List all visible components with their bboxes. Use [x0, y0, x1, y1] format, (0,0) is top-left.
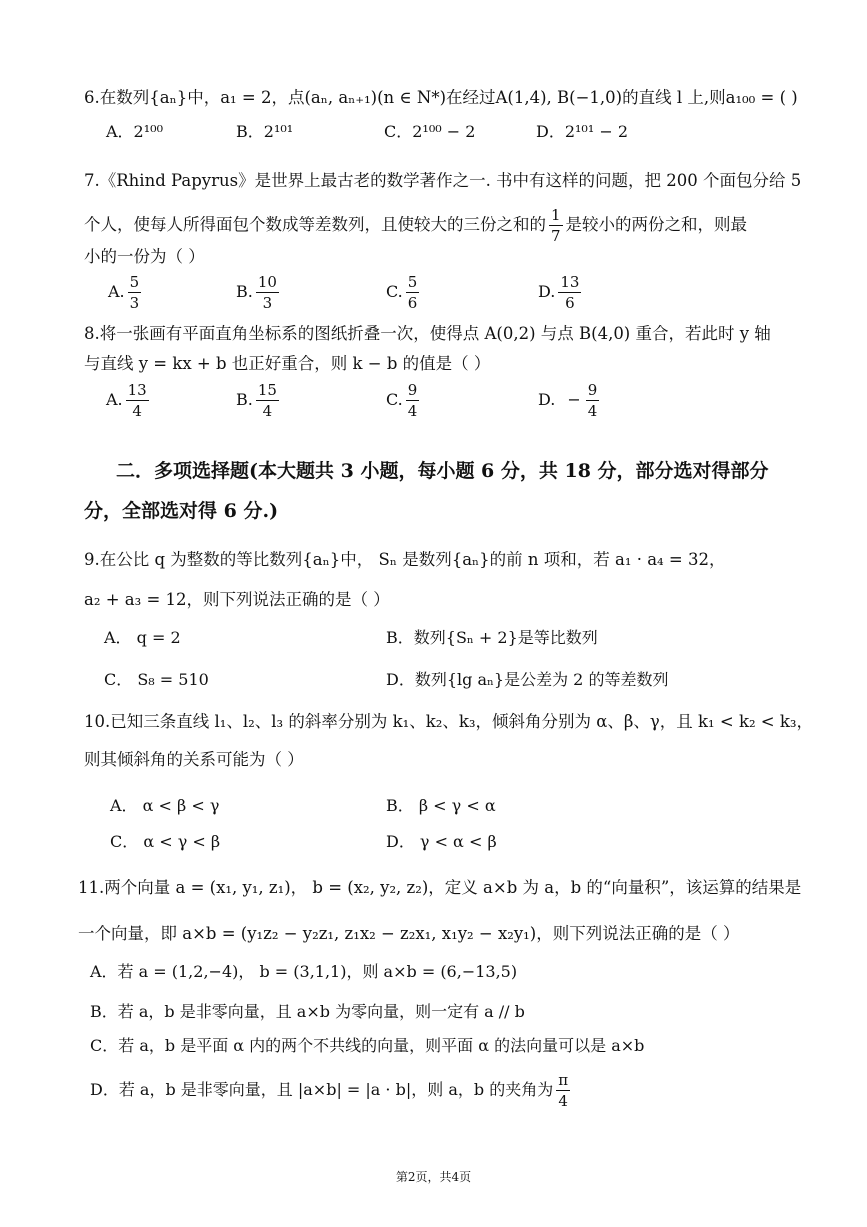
q6-option-d: D．2¹⁰¹ − 2	[536, 122, 629, 141]
q10-option-b: B． β < γ < α	[386, 796, 496, 815]
q7-line1: 7.《Rhind Papyrus》是世界上最古老的数学著作之一. 书中有这样的问题，把 200 个面包分给 5	[84, 171, 802, 190]
q8-option-d: D. − $\frac{9}{4}$	[538, 381, 598, 420]
q11-line2: 一个向量，即 a×b = (y₁z₂ − y₂z₁, z₁x₂ − z₂x₁, x₁y₂ − x₂y₁)，则下列说法正确的是（ ）	[78, 924, 740, 943]
section-2-heading-line2: 分，全部选对得 6 分.)	[84, 500, 279, 522]
q9-line1: 9.在公比 q 为整数的等比数列{aₙ}中， Sₙ 是数列{aₙ}的前 n 项和，若 a₁ · a₄ = 32，	[84, 550, 726, 569]
q7-option-b: B. $\frac{10}{3}$	[236, 273, 277, 312]
section-2-heading-line1: 二．多项选择题(本大题共 3 小题，每小题 6 分，共 18 分，部分选对得部分	[116, 460, 769, 482]
q9-line2: a₂ + a₃ = 12，则下列说法正确的是（ ）	[84, 590, 390, 609]
page-footer: 第2页，共4页	[395, 1170, 472, 1184]
q7-option-a: A. $\frac{5}{3}$	[108, 273, 140, 312]
q11-option-b: B．若 a，b 是非零向量，且 a×b 为零向量，则一定有 a // b	[90, 1002, 525, 1021]
q6-option-a: A．2¹⁰⁰	[106, 122, 163, 141]
q9-option-a: A． q = 2	[104, 628, 181, 647]
q11-option-d: D．若 a，b 是非零向量，且 |a×b| = |a · b|，则 a，b 的夹角为 $\frac{\pi}{4}$	[90, 1071, 569, 1110]
q8-option-a: A. $\frac{13}{4}$	[106, 381, 147, 420]
q10-option-d: D． γ < α < β	[386, 832, 497, 851]
q7-fraction: $\frac{1}{7}$	[551, 206, 561, 245]
q8-line1: 8.将一张画有平面直角坐标系的图纸折叠一次，使得点 A(0,2) 与点 B(4,0) 重合，若此时 y 轴	[84, 324, 771, 343]
q7-option-d: D. $\frac{13}{6}$	[538, 273, 580, 312]
q8-line2: 与直线 y = kx + b 也正好重合，则 k − b 的值是（ ）	[84, 354, 491, 373]
q7-line2: 个人，使每人所得面包个数成等差数列，且使较大的三份之和的 $\frac{1}{7}$ 是较小的两份之和，则最	[84, 206, 748, 245]
q9-option-c: C． S₈ = 510	[104, 670, 209, 689]
q9-option-d: D．数列{lg aₙ}是公差为 2 的等差数列	[386, 670, 669, 689]
q6-stem: 6.在数列{aₙ}中，a₁ = 2，点(aₙ, aₙ₊₁)(n ∈ N*)在经过A(1,4), B(−1,0)的直线 l 上,则a₁₀₀ = ( )	[84, 88, 798, 107]
q8-option-b: B. $\frac{15}{4}$	[236, 381, 277, 420]
q11-option-c: C．若 a，b 是平面 α 内的两个不共线的向量，则平面 α 的法向量可以是 a×b	[90, 1036, 645, 1055]
q6-option-b: B．2¹⁰¹	[236, 122, 294, 141]
q10-option-c: C． α < γ < β	[110, 832, 221, 851]
q6-option-c: C．2¹⁰⁰ − 2	[384, 122, 476, 141]
q11-d-fraction: $\frac{\pi}{4}$	[558, 1071, 569, 1110]
q11-line1: 11.两个向量 a = (x₁, y₁, z₁)， b = (x₂, y₂, z₂)，定义 a×b 为 a，b 的“向量积”，该运算的结果是	[78, 878, 802, 897]
q10-line1: 10.已知三条直线 l₁、l₂、l₃ 的斜率分别为 k₁、k₂、k₃，倾斜角分别为 α、β、γ，且 k₁ < k₂ < k₃，	[84, 712, 813, 731]
q10-line2: 则其倾斜角的关系可能为（ ）	[84, 750, 304, 769]
q8-option-c: C. $\frac{9}{4}$	[386, 381, 418, 420]
q10-option-a: A． α < β < γ	[110, 796, 220, 815]
q7-line3: 小的一份为（ ）	[84, 247, 205, 266]
q9-option-b: B．数列{Sₙ + 2}是等比数列	[386, 628, 598, 647]
q7-option-c: C. $\frac{5}{6}$	[386, 273, 418, 312]
q11-option-a: A．若 a = (1,2,−4)， b = (3,1,1)，则 a×b = (6,−13,5)	[90, 962, 518, 981]
